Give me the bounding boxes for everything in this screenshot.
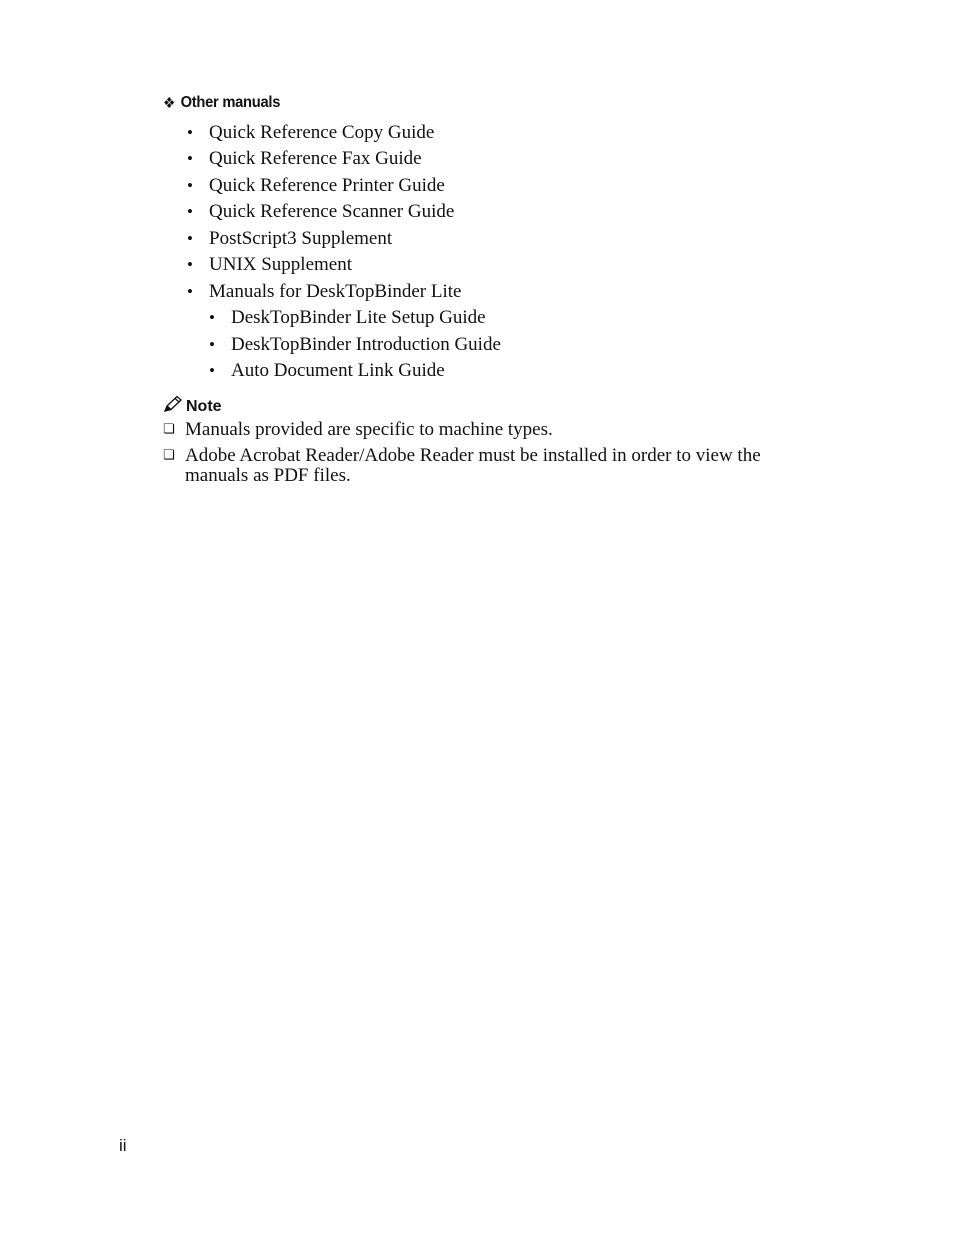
list-item [187,254,352,276]
checkbox-square-icon: ❏ [163,422,175,437]
sub-list-item [209,360,445,382]
note-item [163,446,805,486]
list-item [187,201,454,223]
list-item [187,228,392,250]
bullet-icon: • [209,361,215,380]
list-item-text: UNIX Supplement [209,254,353,275]
bullet-icon: • [187,123,193,142]
bullet-icon: • [187,202,193,221]
note-item-text: Adobe Acrobat Reader/Adobe Reader must be installed in order to view the manuals as PDF files. [185,445,761,486]
list-item-text: PostScript3 Supplement [209,228,393,249]
bullet-icon: • [187,176,193,195]
bullet-icon: • [187,149,193,168]
bullet-icon: • [209,308,215,327]
list-item-text: Manuals for DeskTopBinder Lite [209,281,462,302]
bullet-icon: • [187,255,193,274]
note-item [163,420,805,440]
list-item-text: Quick Reference Fax Guide [209,148,422,169]
checkbox-square-icon: ❏ [163,448,175,463]
sub-list-item-text: Auto Document Link Guide [231,360,445,381]
list-item [187,148,422,170]
bullet-icon: • [187,229,193,248]
sub-list-item-text: DeskTopBinder Introduction Guide [231,334,501,355]
sub-list-item [209,334,501,356]
page-number: ii [119,1136,127,1155]
list-item-text: Quick Reference Printer Guide [209,175,445,196]
list-item-text: Quick Reference Scanner Guide [209,201,455,222]
sub-list-item-text: DeskTopBinder Lite Setup Guide [231,307,486,328]
list-item [187,122,434,144]
list-item-text: Quick Reference Copy Guide [209,122,435,143]
list-item [187,175,445,197]
bullet-icon: • [187,282,193,301]
note-item-text: Manuals provided are specific to machine types. [185,419,553,440]
pencil-note-icon [163,395,186,418]
diamond-bullet-icon: ❖ [163,95,176,112]
section-heading [163,94,280,112]
note-title: Note [186,397,222,415]
sub-list-item [209,307,486,329]
section-title: Other manuals [180,94,281,111]
note-heading [163,395,222,418]
list-item [187,281,461,303]
bullet-icon: • [209,335,215,354]
